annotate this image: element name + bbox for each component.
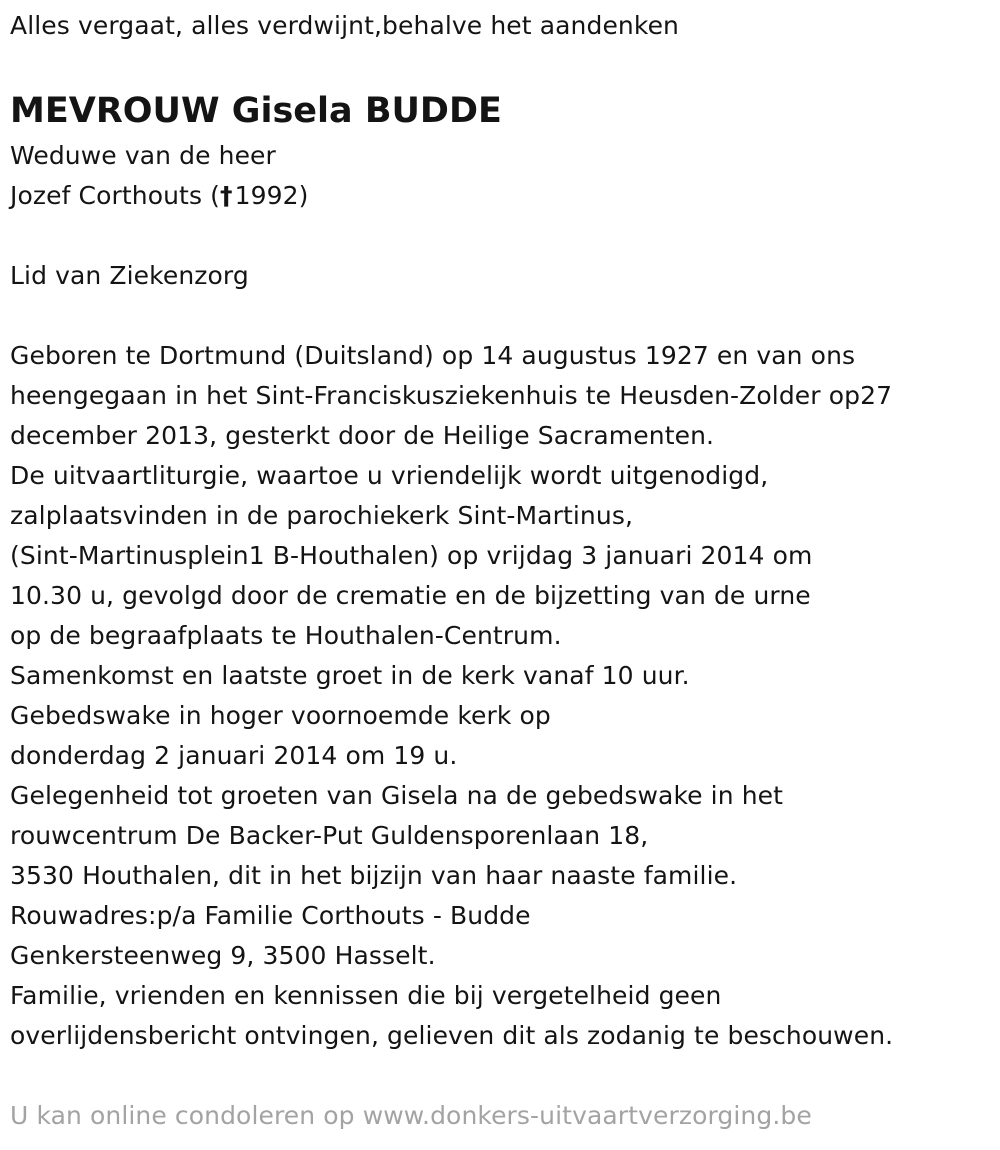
body-line: 10.30 u, gevolgd door de crematie en de bijzetting van de urne xyxy=(10,581,811,610)
membership-line: Lid van Ziekenzorg xyxy=(10,261,249,290)
obituary-notice xyxy=(10,0,990,1136)
body-line: Familie, vrienden en kennissen die bij vergetelheid geen xyxy=(10,981,722,1010)
body-line: Rouwadres:p/a Familie Corthouts - Budde xyxy=(10,901,531,930)
body-text xyxy=(10,336,990,1056)
body-line: december 2013, gesterkt door de Heilige Sacramenten. xyxy=(10,421,715,450)
body-line: overlijdensbericht ontvingen, gelieven dit als zodanig te beschouwen. xyxy=(10,1021,894,1050)
body-line: Samenkomst en laatste groet in de kerk vanaf 10 uur. xyxy=(10,661,690,690)
spouse-line xyxy=(10,176,990,216)
body-line: De uitvaartliturgie, waartoe u vriendelijk wordt uitgenodigd, xyxy=(10,461,769,490)
body-line: Genkersteenweg 9, 3500 Hasselt. xyxy=(10,941,436,970)
spacer xyxy=(10,296,990,336)
motto-text: Alles vergaat, alles verdwijnt,behalve het aandenken xyxy=(10,11,679,40)
body-line: donderdag 2 januari 2014 om 19 u. xyxy=(10,741,458,770)
body-line: op de begraafplaats te Houthalen-Centrum. xyxy=(10,621,562,650)
body-line: Gelegenheid tot groeten van Gisela na de gebedswake in het xyxy=(10,781,784,810)
body-line: heengegaan in het Sint-Franciskusziekenhuis te Heusden-Zolder op27 xyxy=(10,381,893,410)
body-line: zalplaatsvinden in de parochiekerk Sint-Martinus, xyxy=(10,501,633,530)
body-line: rouwcentrum De Backer-Put Guldensporenlaan 18, xyxy=(10,821,649,850)
spouse-suffix: 1992) xyxy=(234,181,309,210)
body-line: (Sint-Martinusplein1 B-Houthalen) op vrijdag 3 januari 2014 om xyxy=(10,541,813,570)
spacer xyxy=(10,216,990,256)
body-line: Gebedswake in hoger voornoemde kerk op xyxy=(10,701,551,730)
body-line: 3530 Houthalen, dit in het bijzijn van haar naaste familie. xyxy=(10,861,738,890)
condolence-footer: U kan online condoleren op www.donkers-uitvaartverzorging.be xyxy=(10,1101,812,1130)
widow-line: Weduwe van de heer xyxy=(10,141,276,170)
deceased-name: MEVROUW Gisela BUDDE xyxy=(10,91,502,131)
cross-icon: † xyxy=(219,181,233,210)
spouse-prefix: Jozef Corthouts ( xyxy=(10,181,220,210)
body-line: Geboren te Dortmund (Duitsland) op 14 augustus 1927 en van ons xyxy=(10,341,856,370)
